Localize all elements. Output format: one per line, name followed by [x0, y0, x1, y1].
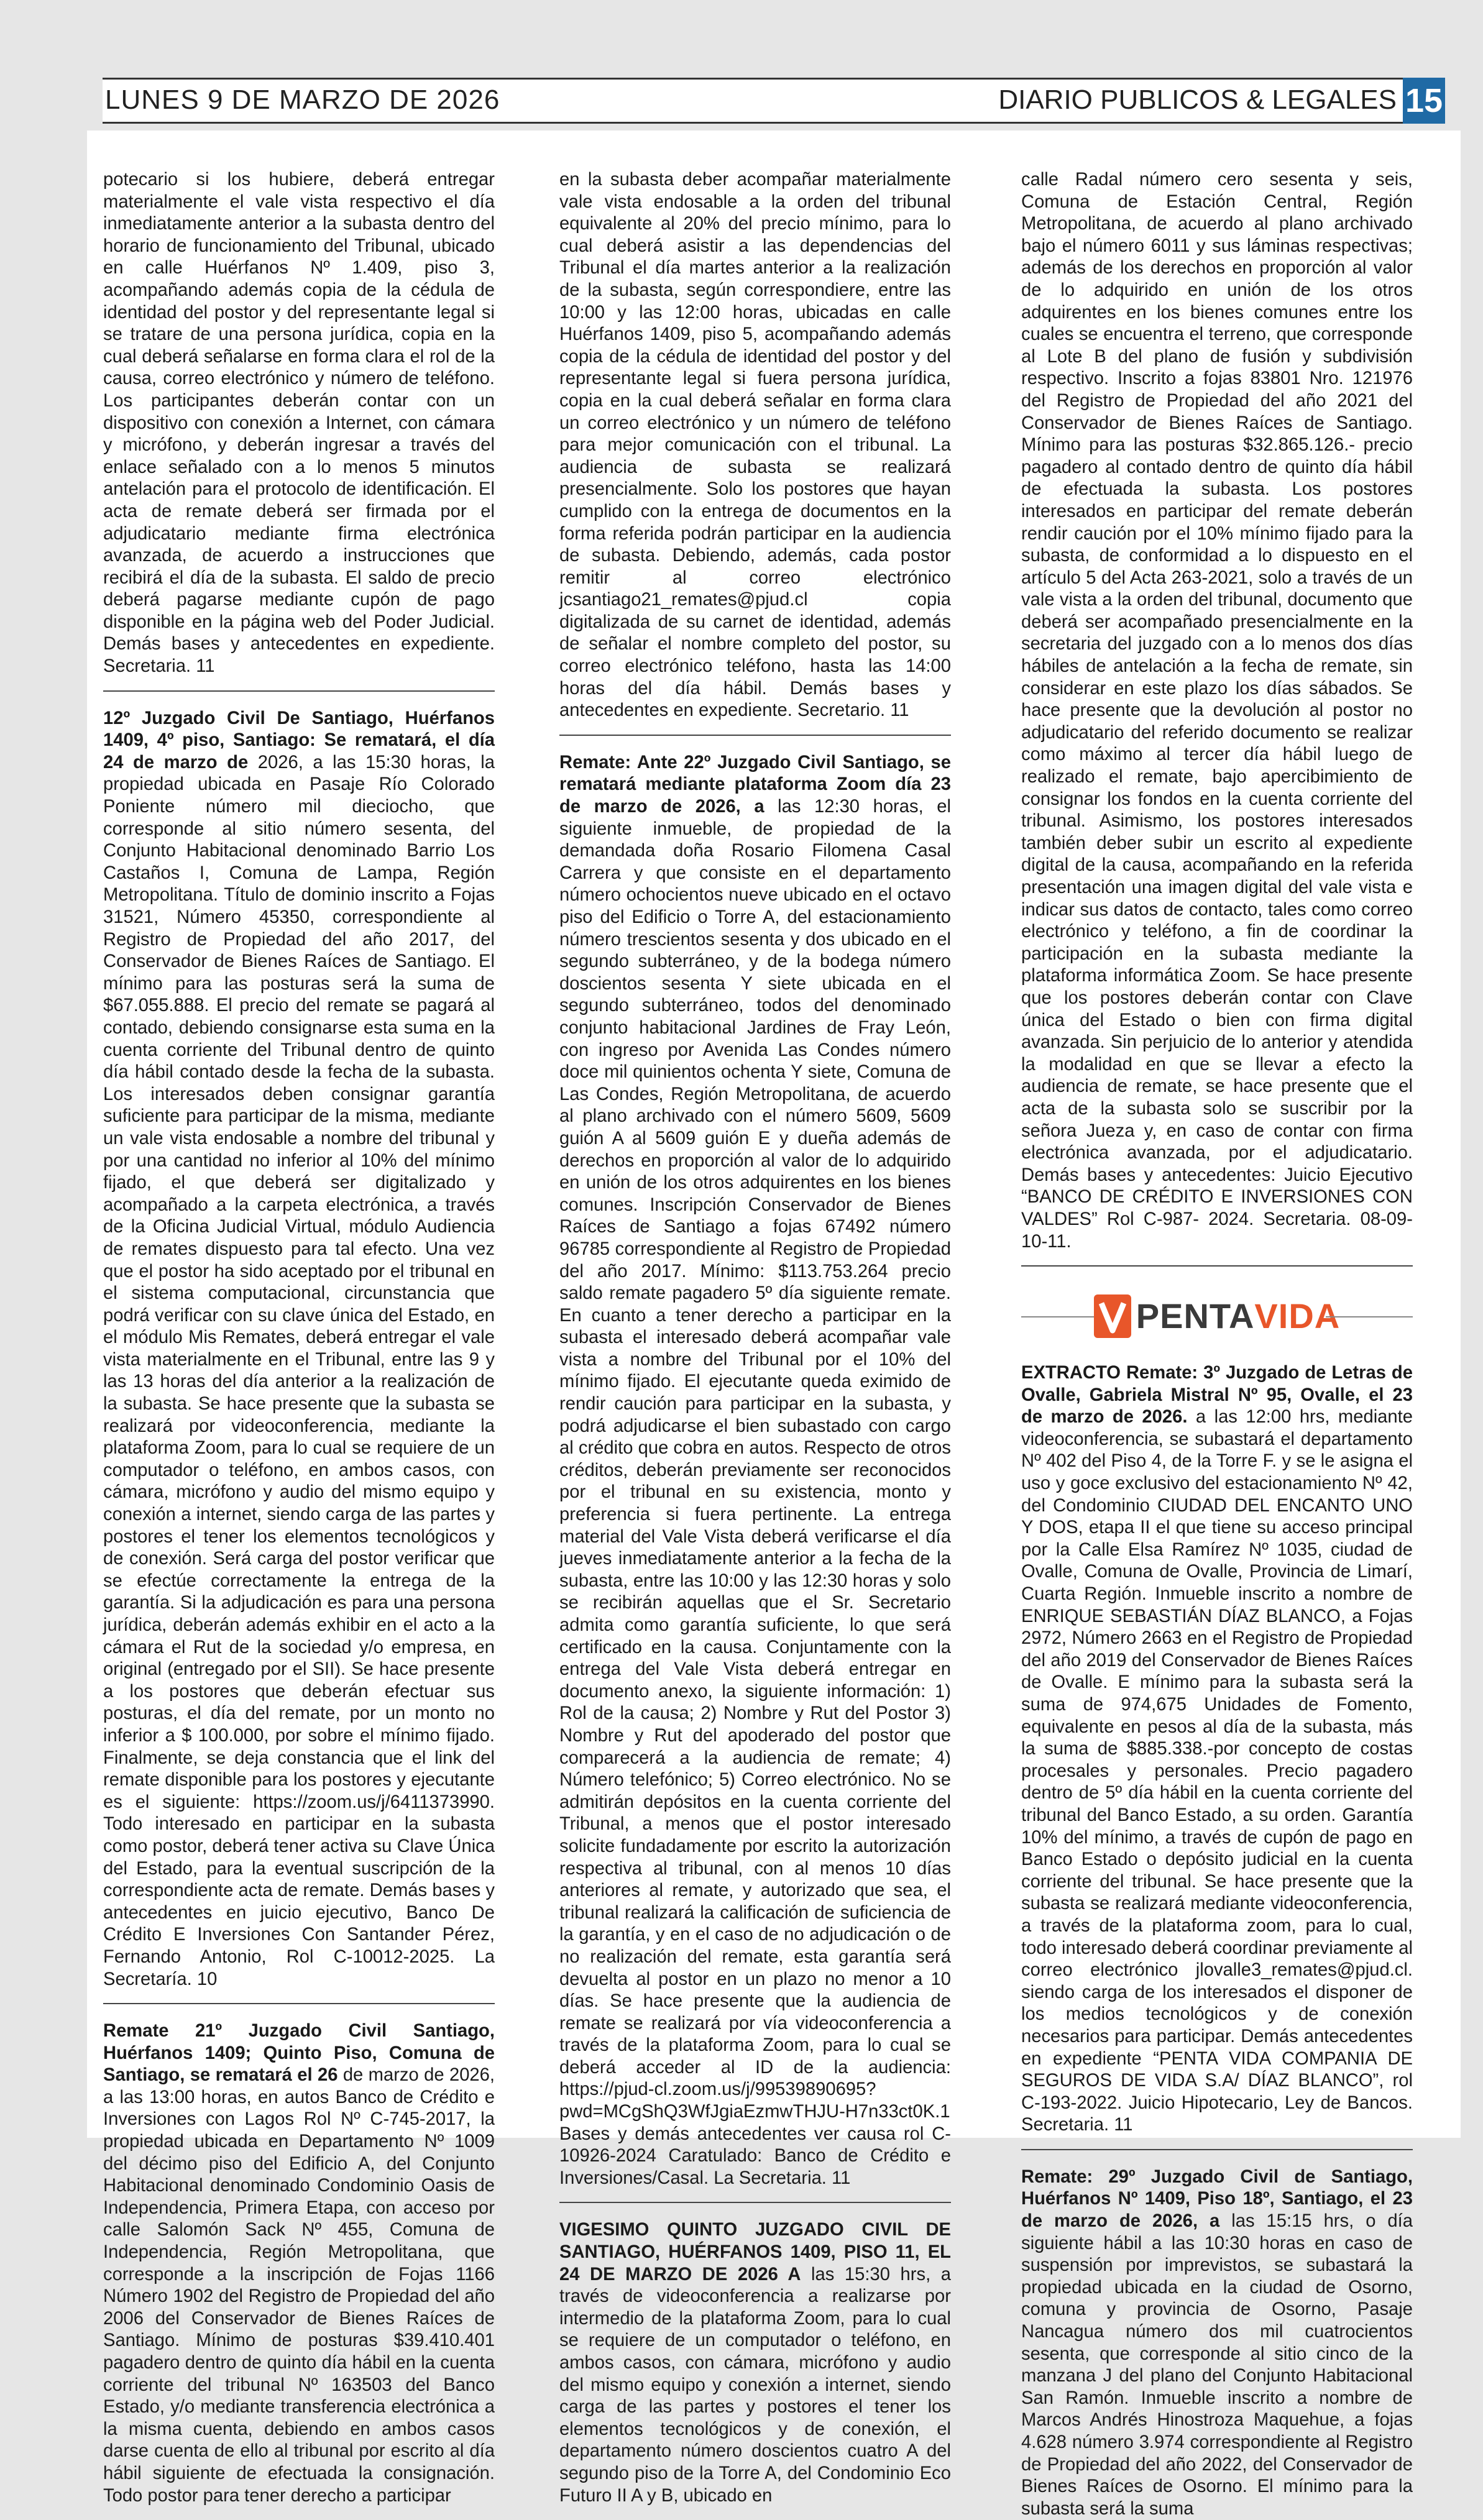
divider — [103, 2003, 495, 2004]
newspaper-title: DIARIO PUBLICOS & LEGALES — [998, 85, 1397, 115]
notice-heading: Remate 21º Juzgado Civil Santiago, Huérfanos 1409; Quinto Piso, Comuna de Santiago, se rematará el 26 — [103, 2021, 495, 2086]
notice-body: las 15:15 hrs, o día siguiente hábil a las 10:30 horas en caso de suspensión por imprevistos, se subastará la propiedad ubicada en la ciudad de Osorno, comuna y provincia de Osorno, Pasaje Nancagua número dos mil cuatrocientos sesenta, que corresponde al sitio cinco de la manzana J del plano del Conjunto Habitacional San Ramón. Inmueble inscrito a nombre de Marcos Andrés Hinostroza Maquehue, a fojas 4.628 número 3.974 correspondiente al Registro de Propiedad del año 2022, del Conservador de Bienes Raíces de Osorno. El mínimo para la subasta será la suma — [1021, 2211, 1413, 2519]
column-3 — [1021, 169, 1413, 2520]
notice-heading: 12º Juzgado Civil De Santiago, Huérfanos 1409, 4º piso, Santiago: Se rematará, el día 24 de marzo de — [103, 708, 495, 772]
notice-body: de marzo de 2026, a las 13:00 horas, en autos Banco de Crédito e Inversiones con Lagos Rol Nº C-745-2017, la propiedad ubicada en Departamento Nº 1009 del décimo piso del Edificio A, del Conjunto Habitacional denominado Condominio Oasis de Independencia, Primera Etapa, con acceso por calle Salomón Sack Nº 455, Comuna de Independencia, Región Metropolitana, que corresponde a la inscripción de Fojas 1166 Número 1902 del Registro de Propiedad del año 2006 del Conservador de Bienes Raíces de Santiago. Mínimo de posturas $39.410.401 pagadero dentro de quinto día hábil en la cuenta corriente del tribunal Nº 163503 del Banco Estado, y/o mediante transferencia electrónica a la misma cuenta, debiendo en ambos casos darse cuenta de ello al tribunal por escrito al día hábil siguiente de efectuada la consignación. Todo postor para tener derecho a participar — [103, 2065, 495, 2506]
divider — [559, 2202, 951, 2203]
page-header — [103, 78, 1445, 124]
notice-body: las 12:30 horas, el siguiente inmueble, de propiedad de la demandada doña Rosario Filomena Casal Carrera y que consiste en el departamento número ochocientos nueve ubicado en el octavo piso del Edificio o Torre A, del estacionamiento número trescientos sesenta y dos ubicado en el segundo subterráneo, y de la bodega número doscientos sesenta Y siete ubicada en el segundo subterráneo, todos del denominado conjunto habitacional Jardines de Fray León, con ingreso por Avenida Las Condes número doce mil quinientos ochenta Y siete, Comuna de Las Condes, Región Metropolitana, de acuerdo al plano archivado con el número 5609, 5609 guión A al 5609 guión E y dueña además de derechos en proporción al valor de lo adquirido en unión de los otros adquirentes en los bienes comunes. Inscripción Conservador de Bienes Raíces de Santiago a fojas 67492 número 96785 correspondiente al Registro de Propiedad del año 2017. Mínimo: $113.753.264 precio saldo remate pagadero 5º día siguiente remate. En cuanto a tener derecho a participar en la subasta el interesado deberá acompañar vale vista a nombre del Tribunal por el 10% del mínimo fijado. El ejecutante queda eximido de rendir caución para participar en la subasta, y podrá adjudicarse el bien subastado con cargo al crédito que cobra en autos. Respecto de otros créditos, deberán previamente ser reconocidos por el tribunal en su existencia, monto y preferencia si fuera pertinente. La entrega material del Vale Vista deberá verificarse el día jueves inmediatamente anterior a la fecha de la subasta, entre las 10:00 y las 12:30 horas y solo se recibirán aquellas que el Sr. Secretario admita como garantía suficiente, lo que será certificado en la causa. Conjuntamente con la entrega del Vale Vista deberá entregar en documento anexo, la siguiente información: 1) Rol de la causa; 2) Nombre y Rut del Postor 3) Nombre y Rut del apoderado del postor que comparecerá a la audiencia de remate; 4) Número telefónico; 5) Correo electrónico. No se admitirán depósitos en la cuenta corriente del Tribunal, a menos que el postor interesado solicite fundadamente por escrito la autorización respectiva al tribunal, con al menos 10 días anteriores al remate, y autorizado que sea, el tribunal realizará la calificación de suficiencia de la garantía, y en el caso de no adjudicación o de no realización del remate, esta garantía será devuelta al postor en un plazo no menor a 10 días. Se hace presente que la audiencia de remate se realizará por vía videoconferencia a través de la plataforma Zoom, para lo cual se deberá acceder al ID de la audiencia: https://pjud-cl.zoom.us/j/99539890695?pwd=MCgShQ3WfJgiaEzmwTHJU-H7n33ct0K.1 Bases y demás antecedentes ver causa rol C-10926-2024 Caratulado: Banco de Crédito e Inversiones/Casal. La Secretaria. 11 — [559, 797, 951, 2188]
pentavida-mark-icon — [1094, 1294, 1131, 1338]
notice-heading: EXTRACTO Remate: 3º Juzgado de Letras de Ovalle, Gabriela Mistral Nº 95, Ovalle, el 23 de marzo de 2026. — [1021, 1363, 1413, 1427]
page-number: 15 — [1403, 78, 1445, 124]
divider — [1021, 2149, 1413, 2150]
divider — [1021, 1265, 1413, 1267]
notice-heading: Remate: 29º Juzgado Civil de Santiago, Huérfanos Nº 1409, Piso 18º, Santiago, el 23 de marzo de 2026, a — [1021, 2166, 1413, 2232]
logo-text-penta: PENTA — [1136, 1296, 1255, 1336]
notice — [1021, 2166, 1413, 2520]
notice-text: en la subasta deber acompañar materialmente vale vista endosable a la orden del tribunal equivalente al 20% del precio mínimo, para lo cual deberá asistir a las dependencias del Tribunal el día martes anterior a la realización de la subasta, según correspondiere, entre las 10:00 y las 12:00 horas, ubicadas en calle Huérfanos 1409, piso 5, acompañando además copia de la cédula de identidad del postor y del representante legal si fuera persona jurídica, copia en la cual deberá señalar en forma clara un correo electrónico y un número de teléfono para mejor comunicación con el tribunal. La audiencia de subasta se realizará presencialmente. Solo los postores que hayan cumplido con la entrega de documentos en la forma referida podrán participar en la audiencia de subasta. Debiendo, además, cada postor remitir al correo electrónico jcsantiago21_remates@pjud.cl copia digitalizada de su carnet de identidad, además de señalar el nombre completo del postor, su correo electrónico teléfono, hasta las 14:00 horas del día hábil. Demás bases y antecedentes en expediente. Secretario. 11 — [559, 170, 951, 721]
notice — [103, 2020, 495, 2507]
notice-heading: Remate: Ante 22º Juzgado Civil Santiago, se rematará mediante plataforma Zoom día 23 de marzo de 2026, a — [559, 752, 951, 817]
notice-body: las 15:30 hrs, a través de videoconferencia a realizarse por intermedio de la plataforma Zoom, para lo cual se requiere de un computador o teléfono, en ambos casos, con cámara, micrófono y audio del mismo equipo y conexión a internet, siendo carga de las partes y postores el tener los elementos tecnológicos y de conexión, el departamento número doscientos cuatro A del segundo piso de la Torre A, del Condominio Eco Futuro II A y B, ubicado en — [559, 2264, 952, 2506]
notice-body: a las 12:00 hrs, mediante videoconferencia, se subastará el departamento Nº 402 del Piso 4, de la Torre F. y se le asigna el uso y goce exclusivo del estacionamiento Nº 42, del Condominio CIUDAD DEL ENCANTO UNO Y DOS, etapa II el que tiene su acceso principal por la Calle Elsa Ramírez Nº 1035, ciudad de Ovalle, Comuna de Ovalle, Provincia de Limarí, Cuarta Región. Inmueble inscrito a nombre de ENRIQUE SEBASTIÁN DÍAZ BLANCO, a Fojas 2972, Número 2663 en el Registro de Propiedad del año 2019 del Conservador de Bienes Raíces de Ovalle. E mínimo para la subasta será la suma de 974,675 Unidades de Fomento, equivalente en pesos al día de la subasta, más la suma de $885.338.-por concepto de costas procesales y personales. Precio pagadero dentro de 5º día hábil en la cuenta corriente del tribunal del Banco Estado, a su orden. Garantía 10% del mínimo, a través de cupón de pago en Banco Estado o depósito judicial en la cuenta corriente del tribunal. Se hace presente que la subasta se realizará mediante videoconferencia, a través de la plataforma zoom, para lo cual, todo interesado deberá coordinar previamente al correo electrónico jlovalle3_remates@pjud.cl. siendo carga de los interesados el disponer de los medios tecnológicos y de conexión necesarios para participar. Demás antecedentes en expediente “PENTA VIDA COMPANIA DE SEGUROS DE VIDA S.A/ DÍAZ BLANCO”, rol C-193-2022. Juicio Hipotecario, Ley de Bancos. Secretaria. 11 — [1021, 1407, 1413, 2135]
notice-text: calle Radal número cero sesenta y seis, Comuna de Estación Central, Región Metropolitana, de acuerdo al plano archivado bajo el número 6011 y sus láminas respectivas; además de los derechos en proporción al valor de lo adquirido en unión de los otros adquirentes en los bienes comunes entre los cuales se encuentra el terreno, que corresponde al Lote B del plano de fusión y subdivisión respectivo. Inscrito a fojas 83801 Nro. 121976 del Registro de Propiedad del año 2021 del Conservador de Bienes Raíces de Santiago. Mínimo para las posturas $32.865.126.- precio pagadero al contado dentro de quinto día hábil de efectuada la subasta. Los postores interesados en participar del remate deberán rendir caución por el 10% mínimo fijado para la subasta, de conformidad a lo dispuesto en el artículo 5 del Acta 263-2021, solo a través de un vale vista a la orden del tribunal, documento que deberá ser acompañado presencialmente en la secretaria del juzgado con a lo menos dos días hábiles de antelación a la fecha de remate, sin considerar en este plazo los días sábados. Se hace presente que la devolución al postor no adjudicatario del referido documento se realizar como máximo al tercer día hábil luego de realizado el remate, bajo apercibimiento de consignar los fondos en la cuenta corriente del tribunal. Asimismo, los postores interesados también deber subir un escrito al expediente digital de la causa, acompañando en la referida presentación una imagen digital del vale vista e indicar sus datos de contacto, tales como correo electrónico y teléfono, a fin de coordinar la participación en la subasta mediante la plataforma informática Zoom. Se hace presente que los postores deberán contar con Clave única del Estado o bien con firma digital avanzada. Sin perjuicio de lo anterior y atendida la modalidad en que se llevar a efecto la audiencia de remate, se hace presente que el acta de la subasta solo se suscribir por la señora Jueza y, en caso de contar con firma electrónica avanzada, por el adjudicatario. Demás bases y antecedentes: Juicio Ejecutivo “BANCO DE CRÉDITO E INVERSIONES CON VALDES” Rol C-987- 2024. Secretaria. 08-09-10-11. — [1021, 170, 1413, 1252]
content-area — [87, 131, 1461, 2519]
notice-heading: VIGESIMO QUINTO JUZGADO CIVIL DE SANTIAGO, HUÉRFANOS 1409, PISO 11, EL 24 DE MARZO DE 2026 A — [559, 2220, 951, 2284]
pentavida-logo — [1021, 1283, 1413, 1350]
notice — [559, 752, 951, 2190]
issue-date: LUNES 9 DE MARZO DE 2026 — [105, 85, 500, 115]
divider — [103, 690, 495, 692]
notice — [559, 2219, 951, 2507]
divider — [559, 735, 951, 736]
column-1 — [103, 169, 495, 2507]
logo-line — [1326, 1316, 1413, 1317]
logo-text-vida: VIDA — [1254, 1296, 1341, 1336]
notice — [103, 708, 495, 1991]
notice-body: 2026, a las 15:30 horas, la propiedad ubicada en Pasaje Río Colorado Poniente número mil dieciocho, que corresponde al sitio número sesenta, del Conjunto Habitacional denominado Barrio Los Castaños I, Comuna de Lampa, Región Metropolitana. Título de dominio inscrito a Fojas 31521, Número 45350, correspondiente al Registro de Propiedad del año 2017, del Conservador de Bienes Raíces de Santiago. El mínimo para las posturas será la suma de $67.055.888. El precio del remate se pagará al contado, debiendo consignarse esta suma en la cuenta corriente del Tribunal dentro de quinto día hábil contado desde la fecha de la subasta. Los interesados deben consignar garantía suficiente para participar de la misma, mediante un vale vista endosable a nombre del tribunal y por una cantidad no inferior al 10% del mínimo fijado, el que deberá ser digitalizado y acompañado a la carpeta electrónica, a través de la Oficina Judicial Virtual, módulo Audiencia de remates dispuesto para tal efecto. Una vez que el postor ha sido aceptado por el tribunal en el sistema computacional, circunstancia que podrá verificar con su clave única del Estado, en el módulo Mis Remates, deberá entregar el vale vista materialmente en el Tribunal, entre las 9 y las 13 horas del día anterior a la realización de la subasta. Se hace presente que la subasta se realizará por videoconferencia, mediante la plataforma Zoom, para lo cual se requiere de un computador o teléfono, en ambos casos, con cámara, micrófono y audio del mismo equipo y conexión a internet, siendo carga de las partes y postores el tener los elementos tecnológicos y de conexión. Será carga del postor verificar que se efectúe correctamente la entrega de la garantía. Si la adjudicación es para una persona jurídica, deberán además exhibir en el acto a la cámara el Rut de la sociedad y/o empresa, en original (entregado por el SII). Se hace presente a los postores que deberán efectuar sus posturas, el día del remate, por un monto no inferior a $ 100.000, por sobre el mínimo fijado. Finalmente, se deja constancia que el link del remate disponible para los postores y ejecutante es el siguiente: https://zoom.us/j/6411373990. Todo interesado en participar en la subasta como postor, deberá tener activa su Clave Única del Estado, para la eventual suscripción de la correspondiente acta de remate. Demás bases y antecedentes en juicio ejecutivo, Banco De Crédito E Inversiones Con Santander Pérez, Fernando Antonio, Rol C-10012-2025. La Secretaría. 10 — [103, 752, 495, 1989]
notice — [1021, 1362, 1413, 2137]
notice-text: potecario si los hubiere, deberá entregar materialmente el vale vista respectivo el día inmediatamente anterior a la subasta dentro del horario de funcionamiento del Tribunal, ubicado en calle Huérfanos Nº 1.409, piso 3, acompañando además copia de la cédula de identidad del postor y del representante legal si se tratare de una persona jurídica, copia en la cual deberá señalarse en forma clara el rol de la causa, correo electrónico y número de teléfono. Los participantes deberán contar con un dispositivo con conexión a Internet, con cámara y micrófono, y deberán ingresar a través del enlace señalado con a lo menos 5 minutos antelación para el protocolo de identificación. El acta de remate deberá ser firmada por el adjudicatario mediante firma electrónica avanzada, de acuerdo a instrucciones que recibirá el día de la subasta. El saldo de precio deberá pagarse mediante cupón de pago disponible en la página web del Poder Judicial. Demás bases y antecedentes en expediente. Secretaria. 11 — [103, 170, 495, 677]
column-2 — [559, 169, 951, 2507]
